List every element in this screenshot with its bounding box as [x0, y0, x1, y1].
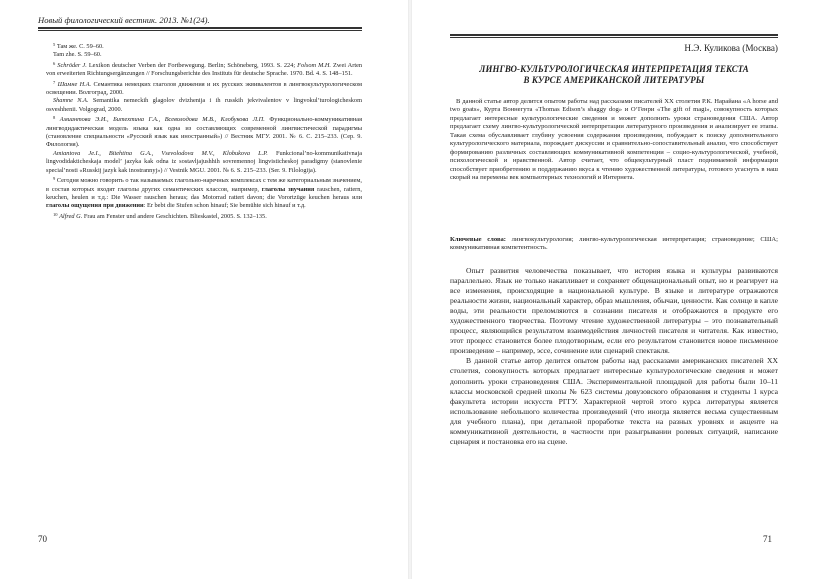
footnote-text: Alfred G. [59, 212, 83, 220]
article-title-line-2: В КУРСЕ АМЕРИКАНСКОЙ ЛИТЕРАТУРЫ [523, 74, 705, 85]
footnote [46, 114, 362, 150]
footnote [46, 97, 362, 114]
footnote-text: Семантика немецких глаголов движения и их русских эквивалентов в лингвокультурологическом освещении. Волгоград, 2000. [46, 80, 362, 97]
header-rule [450, 34, 778, 38]
footnote-text: Frau am Fenster und andere Geschichten. Blieskastel, 2005. S. 132–135. [82, 212, 267, 220]
article-title [450, 64, 778, 85]
body-paragraph-2: В данной статье автор делится опытом работы над рассказами американских писателей XX столетия, совокупность которых предлагает интересные культурологические сведения и может дополнить уроки страноведения США. Экспериментальной площадкой для работы были 10–11 классы московской средней школы № 623 системы довузовского образования и студенты 1 курса факультета истории искусств РГГУ. Характерной чертой этого курса литературы является использование небольшого количества произведений (что иногда является весьма существенным для учебного плана), при детальной проработке текста на разных уровнях и акценте на коммуникативной деятельности, в частности при разыгрывании ролевых ситуаций, написание сценария и постановка его на сцене. [450, 356, 778, 446]
footnote-number: 7 [53, 79, 56, 85]
footnote-number: 9 [53, 176, 56, 182]
body-paragraph-1: Опыт развития человечества показывает, что история языка и культуры развиваются параллельно. Язык не только накапливает и сохраняет общенациональный опыт, но и реагирует на все изменения, происходящие в национальной культуре. В языке и литературе отражаются реальности жизни, национальный характер, образ мышления, обычаи, ценности. Как солнце в капле воды, эти реальности преломляются в сознании писателя и отображаются в продукте его художественного творчества. Поэтому чтение художественной литературы – это познавательный процесс, являющийся результатом взаимодействия личностей писателя и читателя. Как известно, этот процесс становится более плодотворным, если его результатом становится новое письменное произведение – например, эссе, сочинение или сценарий спектакля. [450, 266, 778, 356]
footnote-text: Amiantova Je.I., Bitehtina G.A., Vsevolodova M.V., Klobukova L.P. [53, 149, 268, 157]
article-title-line-1: ЛИНГВО-КУЛЬТУРОЛОГИЧЕСКАЯ ИНТЕРПРЕТАЦИЯ ТЕКСТА [479, 64, 749, 74]
footnote-text: Амиантова Э.И., Битехтина Г.А., Всеволодова М.В., Клобукова Л.П. [59, 116, 265, 124]
footnote-text: глаголы ощущения при движении [46, 202, 144, 210]
footnote [46, 41, 362, 51]
footnote-number: 10 [53, 211, 58, 217]
keywords-block [450, 236, 778, 253]
article-body [450, 266, 778, 447]
journal-running-head: Новый филологический вестник. 2013. №1(24). [38, 15, 210, 25]
abstract-text: В данной статье автор делится опытом работы над рассказами писателей XX столетия Р.К. Нарайана «A horse and two goats», Курта Воннегута «Thomas Edison’s shaggy dog» и О’Генри «The gift of magi», совокупность которых предлагает интересные культурологические сведения и может дополнить уроки страноведения США. Автор предлагает схему лингво-культурологической интерпретации литературного произведения и анализирует ее этапы. Такая схема обуславливает глубину усвоения содержания произведения, побуждает к поиску дополнительного культурологического материала, порождает дискуссии и сравнительно-сопоставительный анализ, что способствует формированию различных составляющих коммуникативной компетенции – социо-культурологической, учебной, психологической и нравственной. Автор считает, что общекультурный пласт поднимаемой информации способствует приобретению и поддержанию вкуса к чтению художественной литературы, готового угаснуть в наш скорый на перемены век компьютерных технологий и Интернета. [450, 98, 778, 182]
footnote-text: Сегодня можно говорить о так называемых глагольно-наречных комплексах с тем же категориальным значением, в состав которых входят глаголы других семантических классов, например, [46, 177, 362, 193]
footnote-text: Folsom M.H. [297, 61, 332, 69]
footnote-text: глаголы звучания [261, 185, 315, 193]
footnote [46, 175, 362, 211]
footnote-number: 8 [53, 115, 56, 121]
page-number-right: 71 [763, 534, 772, 544]
footnote-number: 5 [53, 42, 56, 47]
keywords-label: Ключевые слова: [450, 236, 507, 243]
footnote-text: Semantika nemeckih glagolov dvizhenija i ih russkih jekvivalentov v lingvokul’turologicheskom osveshhenii. Volgograd, 2000. [46, 97, 362, 113]
footnote-text: Шамне Н.А. [57, 80, 92, 88]
right-page [410, 0, 820, 579]
page-number-left: 70 [38, 534, 47, 544]
footnote [46, 60, 362, 79]
footnote [46, 79, 362, 98]
footnote-text: Funkcional’no-kommunikativnaja lingvodidakticheskaja model’ jazyka kak odna iz sostavljajushhih sovremennoj lingvisticheskoj paradigmy (stanovlenie special’nosti «Russkij jazyk kak inostrannyj») // Vestnik MGU. 2001. № 6. S. 215–233. (Ser. 9. Filologija). [46, 149, 362, 174]
footnote [46, 211, 362, 221]
footnote-text: Zwei Arten von erweiterten Richtungsergänzungen // Forschungsberichte des Instituts für deutsche Sprache. 1970. Bd. 4. S. 148–151. [46, 61, 363, 78]
footnote-text: rauschen, rattern, keuchen, heulen и т.д.: Die Wasser rauschen heraus; das Motorrad rattert davon; die Vorortzüge keuchen heraus или [46, 185, 362, 201]
article-abstract [450, 98, 778, 183]
keywords-text: лингвокультурология; лингво-культурологическая интерпретация; страноведение; США; коммуникативная компетентность. [450, 236, 778, 252]
footnote-text: Там же. С. 59–60. [56, 43, 104, 50]
article-author: Н.Э. Куликова (Москва) [684, 43, 778, 53]
footnote-text: Lexikon deutscher Verben der Fortbewegung. Berlin; Schöneberg, 1993. S. 224; [86, 61, 298, 69]
footnote-text: Shamne N.A. [53, 97, 89, 105]
header-rule [38, 27, 362, 31]
footnote-text: Функционально-коммуникативная лингводидактическая модель языка как одна из составляющих современной лингвистической парадигмы (становление специальности «Русский язык как иностранный») // Вестник МГУ. 2001. № 6. С. 215–233. (Сер. 9. Филология). [46, 116, 362, 149]
footnote-text: Tam zhe. S. 59–60. [53, 51, 102, 59]
footnote [46, 51, 362, 59]
footnotes-section [46, 41, 362, 221]
footnote-number: 6 [53, 60, 56, 66]
footnote-text: Schröder J. [57, 61, 87, 69]
footnote-text: : Er bebt die Stufen schon hinauf; Sie bemühte sich hinauf и т.д. [143, 202, 306, 210]
footnote [46, 150, 362, 175]
